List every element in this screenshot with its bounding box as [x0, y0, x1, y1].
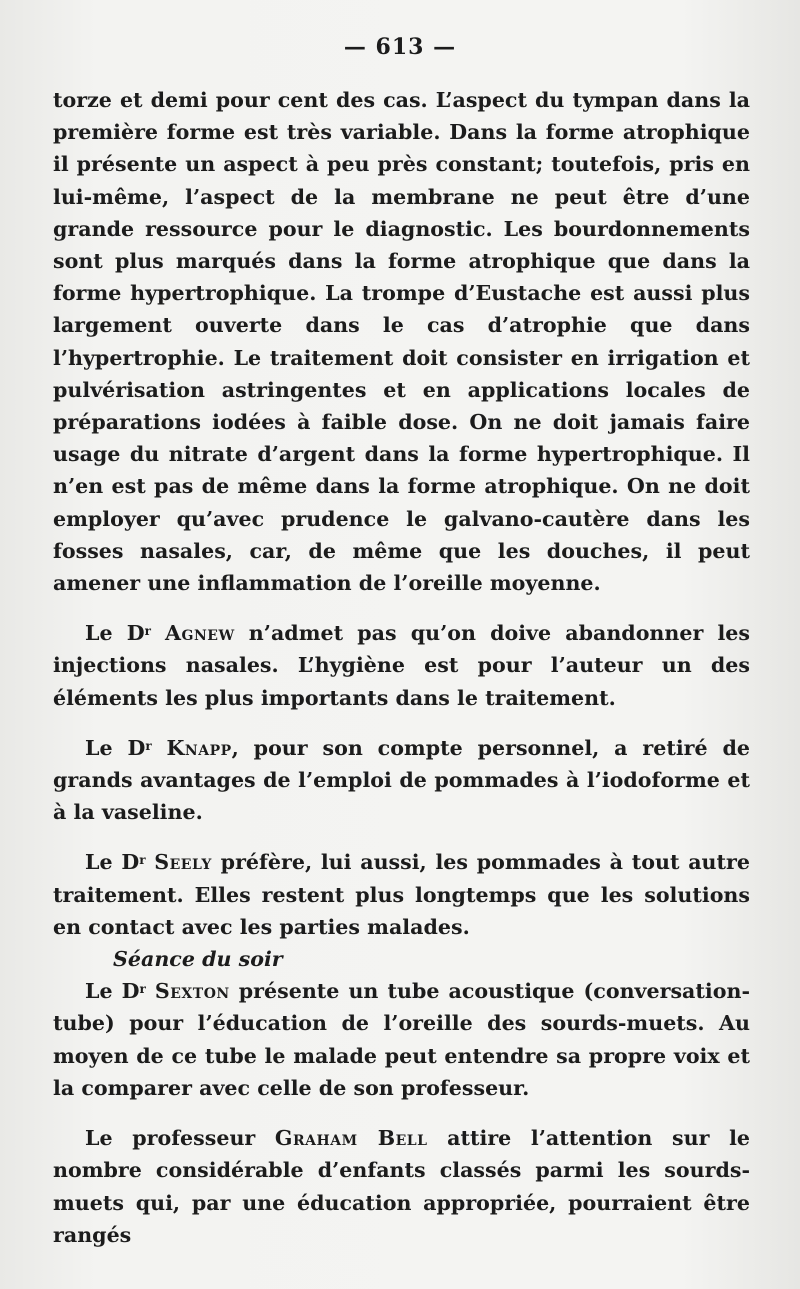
doctor-superscript: r — [139, 982, 146, 997]
paragraph-knapp — [53, 732, 750, 829]
paragraph-text: préfère, lui aussi, les pommades à tout autre traitement. Elles restent plus longtemps que les solutions en contact avec les parties malades. — [53, 850, 750, 939]
doctor-prefix: Le D — [85, 979, 140, 1004]
author-name: Graham Bell — [274, 1126, 428, 1151]
paragraph-agnew — [53, 617, 750, 714]
paragraph-seely — [53, 846, 750, 943]
author-name: Seely — [154, 850, 212, 875]
paragraph-text: présente un tube acoustique (conversation-tube) pour l’éducation de l’oreille des sourds-muets. Au moyen de ce tube le malade peut entendre sa propre voix et la comparer avec celle de son professeur. — [53, 979, 750, 1100]
paragraph-text: n’admet pas qu’on doive abandonner les injections nasales. L’hygiène est pour l’auteur un des éléments les plus importants dans le traitement. — [53, 621, 750, 710]
doctor-prefix: Le D — [85, 735, 146, 760]
paragraph-sexton — [53, 975, 750, 1104]
author-name: Knapp — [166, 735, 232, 760]
paragraph-text: , pour son compte personnel, a retiré de grands avantages de l’emploi de pommades à l’iodoforme et à la vaseline. — [53, 735, 750, 825]
paragraph-graham-bell — [53, 1122, 750, 1251]
paragraph-continuation: torze et demi pour cent des cas. L’aspect du tympan dans la première forme est très variable. Dans la forme atrophique il présente un aspect à peu près constant; toutefois, pris en lui-même, l’aspect de la membrane ne peut être d’une grande ressource pour le diagnostic. Les bourdonnements sont plus marqués dans la forme atrophique que dans la forme hypertrophique. La trompe d’Eustache est aussi plus largement ouverte dans le cas d’atrophie que dans l’hypertrophie. Le traitement doit consister en irrigation et pulvérisation astringentes et en applications locales de préparations iodées à faible dose. On ne doit jamais faire usage du nitrate d’argent dans la forme hypertrophique. Il n’en est pas de même dans la forme atrophique. On ne doit employer qu’avec prudence le galvano-cautère dans les fosses nasales, car, de même que les douches, il peut amener une inflammation de l’oreille moyenne. — [53, 88, 750, 596]
doctor-superscript: r — [139, 853, 146, 868]
section-heading: Séance du soir — [113, 947, 283, 972]
page-number: — 613 — — [343, 34, 457, 60]
professor-prefix: Le professeur — [85, 1126, 275, 1151]
body-text — [53, 84, 750, 1251]
doctor-prefix: Le D — [85, 621, 145, 646]
author-name: Agnew — [165, 621, 235, 646]
doctor-prefix: Le D — [85, 850, 140, 875]
doctor-superscript: r — [145, 738, 152, 753]
doctor-superscript: r — [144, 624, 151, 639]
paragraph-text: attire l’attention sur le nombre considérable d’enfants classés parmi les sourds-muets qui, par une éducation appropriée, pourraient être rangés — [53, 1126, 751, 1247]
author-name: Sexton — [154, 979, 230, 1004]
